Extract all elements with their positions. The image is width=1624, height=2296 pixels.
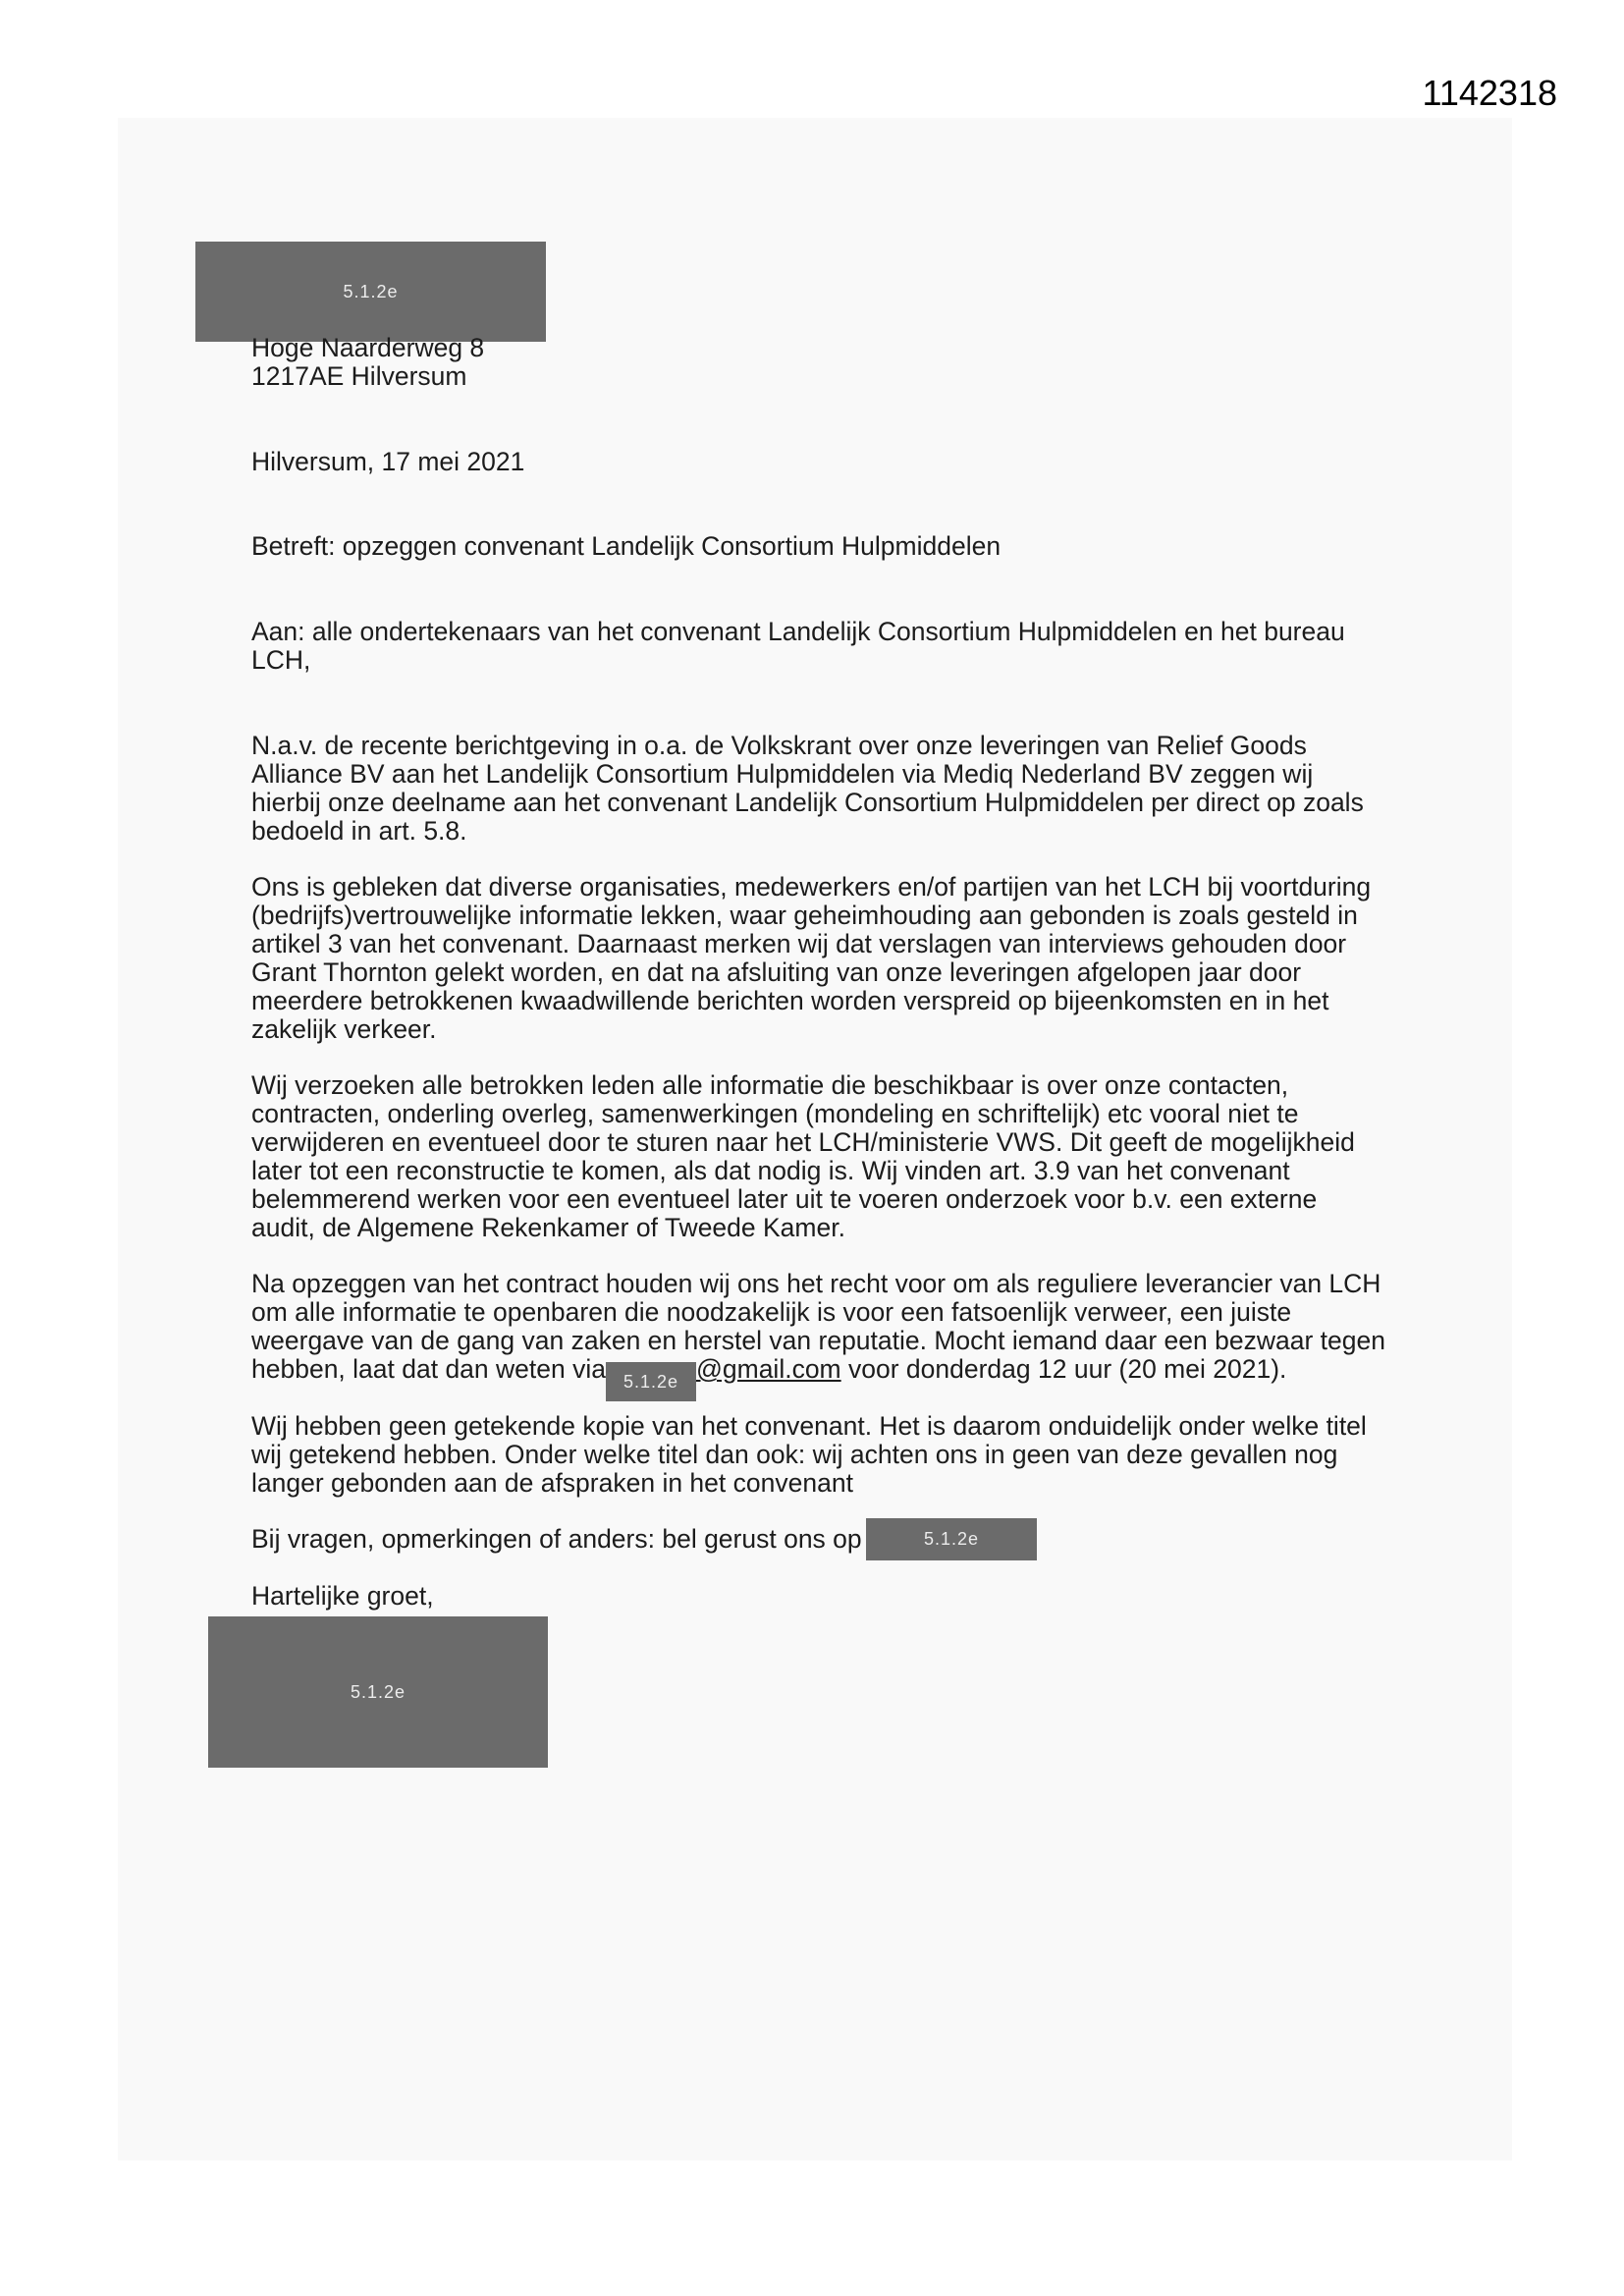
paragraph-line: meerdere betrokkenen kwaadwillende berichten worden verspreid op bijeenkomsten en in het — [251, 986, 1329, 1015]
paragraph-line: om alle informatie te openbaren die noodzakelijk is voor een fatsoenlijk verweer, een juiste — [251, 1297, 1292, 1327]
paragraph-line: weergave van de gang van zaken en herstel van reputatie. Mocht iemand daar een bezwaar tegen — [251, 1326, 1385, 1355]
paragraph-line: hierbij onze deelname aan het convenant Landelijk Consortium Hulpmiddelen per direct op zoals — [251, 788, 1364, 817]
paragraph-line: Alliance BV aan het Landelijk Consortium Hulpmiddelen via Mediq Nederland BV zeggen wij — [251, 759, 1314, 789]
redaction-email-user: 5.1.2e — [606, 1362, 696, 1401]
paragraph-line: audit, de Algemene Rekenkamer of Tweede Kamer. — [251, 1213, 845, 1242]
paragraph-line: Grant Thornton gelekt worden, en dat na afsluiting van onze leveringen afgelopen jaar door — [251, 957, 1302, 987]
redaction-signature — [208, 1616, 548, 1768]
email-line-before: hebben, laat dat dan weten via — [251, 1354, 606, 1384]
addressee-line: Aan: alle ondertekenaars van het convenant Landelijk Consortium Hulpmiddelen en het bureau — [251, 617, 1345, 646]
paragraph-line: wij getekend hebben. Onder welke titel dan ook: wij achten ons in geen van deze gevallen nog — [251, 1440, 1338, 1469]
paragraph-line: artikel 3 van het convenant. Daarnaast merken wij dat verslagen van interviews gehouden door — [251, 929, 1347, 958]
paragraph-line: belemmerend werken voor een eventueel later uit te voeren onderzoek voor b.v. een externe — [251, 1184, 1318, 1214]
paragraph-line: verwijderen en eventueel door te sturen naar het LCH/ministerie VWS. Dit geeft de mogelijkheid — [251, 1127, 1355, 1157]
email-link[interactable]: @gmail.com — [695, 1354, 841, 1384]
paragraph-line: later tot een reconstructie te komen, als dat nodig is. Wij vinden art. 3.9 van het convenant — [251, 1156, 1290, 1185]
paragraph-line: langer gebonden aan de afspraken in het convenant — [251, 1468, 853, 1498]
paragraph-line: Na opzeggen van het contract houden wij ons het recht voor om als reguliere leverancier van LCH — [251, 1269, 1381, 1298]
paragraph-line: bedoeld in art. 5.8. — [251, 816, 467, 846]
paragraph-line: Wij verzoeken alle betrokken leden alle informatie die beschikbaar is over onze contacten, — [251, 1070, 1289, 1100]
address-street: Hoge Naarderweg 8 — [251, 333, 485, 362]
redaction-phone-number — [866, 1518, 1037, 1560]
date-line: Hilversum, 17 mei 2021 — [251, 447, 525, 476]
document-number: 1142318 — [1422, 73, 1557, 113]
address-postcode-city: 1217AE Hilversum — [251, 361, 467, 391]
redaction-sender-name — [195, 242, 546, 342]
redaction-label: 5.1.2e — [343, 281, 399, 301]
addressee-line: LCH, — [251, 645, 311, 675]
questions-line: Bij vragen, opmerkingen of anders: bel gerust ons op — [251, 1524, 862, 1554]
paragraph-line: Wij hebben geen getekende kopie van het convenant. Het is daarom onduidelijk onder welke titel — [251, 1411, 1367, 1441]
paragraph-line: (bedrijfs)vertrouwelijke informatie lekken, waar geheimhouding aan gebonden is zoals gesteld in — [251, 901, 1358, 930]
paragraph-line: zakelijk verkeer. — [251, 1014, 437, 1044]
paragraph-line: Ons is gebleken dat diverse organisaties, medewerkers en/of partijen van het LCH bij voortduring — [251, 872, 1372, 902]
closing-greeting: Hartelijke groet, — [251, 1581, 434, 1611]
paragraph-line: contracten, onderling overleg, samenwerkingen (mondeling en schriftelijk) etc vooral niet te — [251, 1099, 1299, 1128]
paragraph-line: N.a.v. de recente berichtgeving in o.a. de Volkskrant over onze leveringen van Relief Goods — [251, 731, 1307, 760]
redaction-label: 5.1.2e — [350, 1681, 406, 1702]
paragraph-line-email — [251, 1355, 1286, 1401]
subject-line: Betreft: opzeggen convenant Landelijk Consortium Hulpmiddelen — [251, 531, 1001, 561]
email-line-after: voor donderdag 12 uur (20 mei 2021). — [840, 1354, 1287, 1384]
redaction-label: 5.1.2e — [923, 1529, 980, 1549]
